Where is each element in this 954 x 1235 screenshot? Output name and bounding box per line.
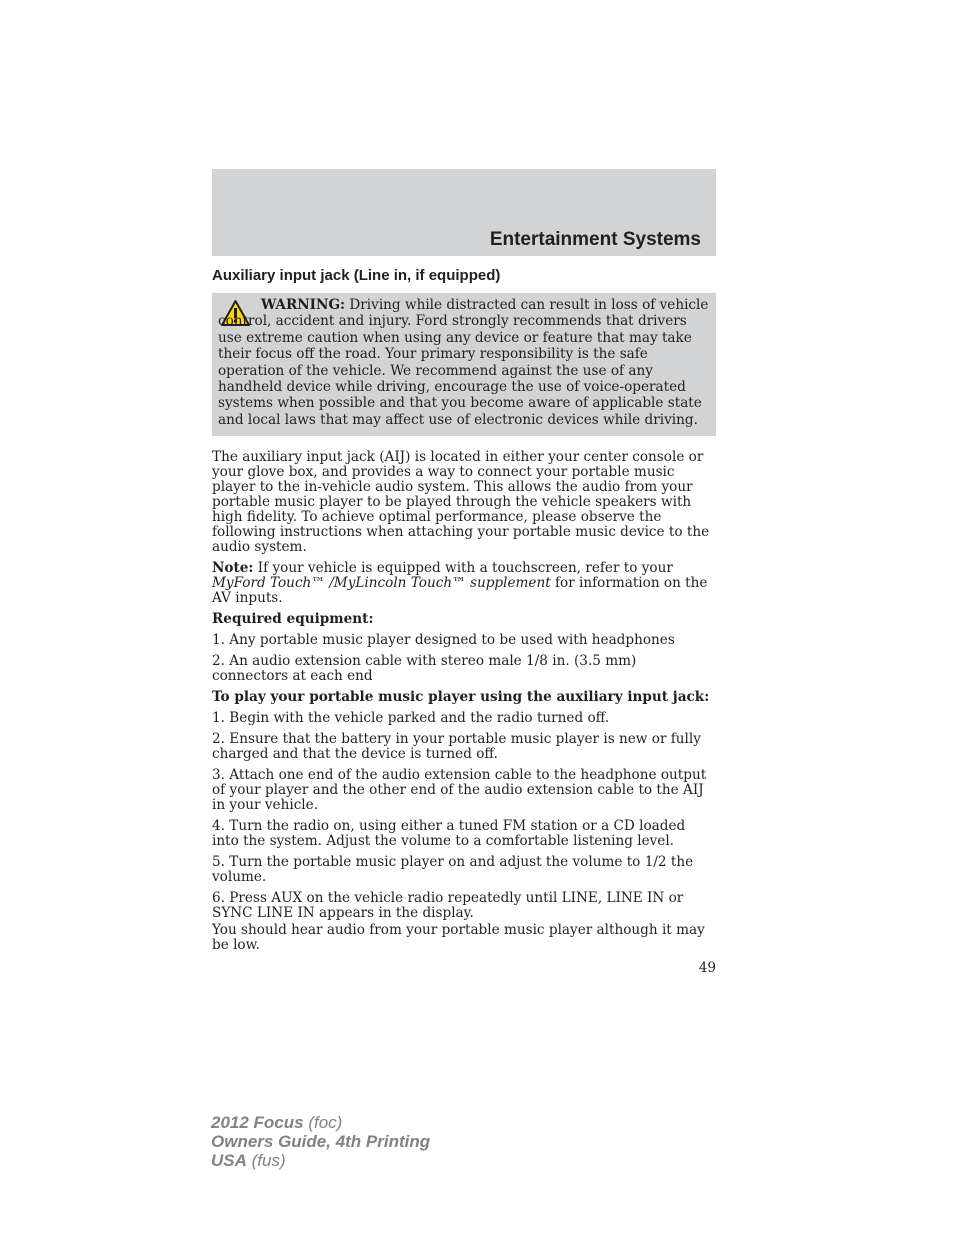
footer-model-code: (foc): [303, 1113, 343, 1132]
required-heading: Required equipment:: [212, 611, 374, 627]
warning-label: WARNING:: [261, 297, 346, 313]
warning-text: [218, 297, 710, 428]
list-item: 6. Press AUX on the vehicle radio repeatedly until LINE, LINE IN or SYNC LINE IN appears in the display.: [212, 890, 684, 921]
intro-paragraph: The auxiliary input jack (AIJ) is located in either your center console or your glove box, and provides a way to connect your portable music player to the in-vehicle audio system. This allows the audio from your portable music player to be played through the vehicle speakers with high fidelity. To achieve optimal performance, please observe the following instructions when attaching your portable music device to the audio system.: [212, 449, 710, 555]
list-item: 3. Attach one end of the audio extension cable to the headphone output of your player and the other end of the audio extension cable to the AIJ in your vehicle.: [212, 767, 707, 813]
list-item: 2. Ensure that the battery in your portable music player is new or fully charged and that the device is turned off.: [212, 731, 701, 762]
footer-line-1: [211, 1113, 430, 1132]
closing-paragraph: You should hear audio from your portable music player although it may be low.: [212, 922, 705, 953]
note-label: Note:: [212, 560, 254, 576]
footer-market: USA: [211, 1151, 247, 1170]
footer-imprint: [211, 1113, 430, 1170]
body-content: [212, 450, 716, 959]
footer-line-2: Owners Guide, 4th Printing: [211, 1132, 431, 1151]
chapter-header-band: [212, 169, 716, 256]
list-item: 4. Turn the radio on, using either a tuned FM station or a CD loaded into the system. Adjust the volume to a comfortable listening level.: [212, 818, 686, 849]
note-text-before: If your vehicle is equipped with a touchscreen, refer to your: [253, 560, 673, 576]
warning-body: Driving while distracted can result in loss of vehicle control, accident and injury. Ford strongly recommends that drivers use extreme caution when using any device or feature that may take their focus off the road. Your primary responsibility is the safe operation of the vehicle. We recommend against the use of any handheld device while driving, encourage the use of voice-operated systems when possible and that you become aware of applicable state and local laws that may affect use of electronic devices while driving.: [218, 297, 709, 428]
list-item: 1. Begin with the vehicle parked and the radio turned off.: [212, 710, 610, 726]
chapter-title: Entertainment Systems: [489, 229, 701, 250]
warning-box: [212, 293, 716, 436]
note-paragraph: [212, 561, 716, 606]
note-supplement-title: MyFord Touch™ /MyLincoln Touch™ supplement: [212, 575, 551, 591]
page-number: 49: [698, 960, 716, 976]
list-item: 2. An audio extension cable with stereo male 1/8 in. (3.5 mm) connectors at each end: [212, 653, 637, 684]
play-heading: To play your portable music player using the auxiliary input jack:: [212, 689, 710, 705]
note-text-after: for information on the AV inputs.: [212, 575, 708, 606]
footer-line-3: [211, 1151, 430, 1170]
list-item: 1. Any portable music player designed to be used with headphones: [212, 632, 675, 648]
footer-model: 2012 Focus: [211, 1113, 304, 1132]
footer-market-code: (fus): [246, 1151, 286, 1170]
list-item: 5. Turn the portable music player on and adjust the volume to 1/2 the volume.: [212, 854, 694, 885]
section-heading: Auxiliary input jack (Line in, if equipped): [212, 267, 501, 284]
